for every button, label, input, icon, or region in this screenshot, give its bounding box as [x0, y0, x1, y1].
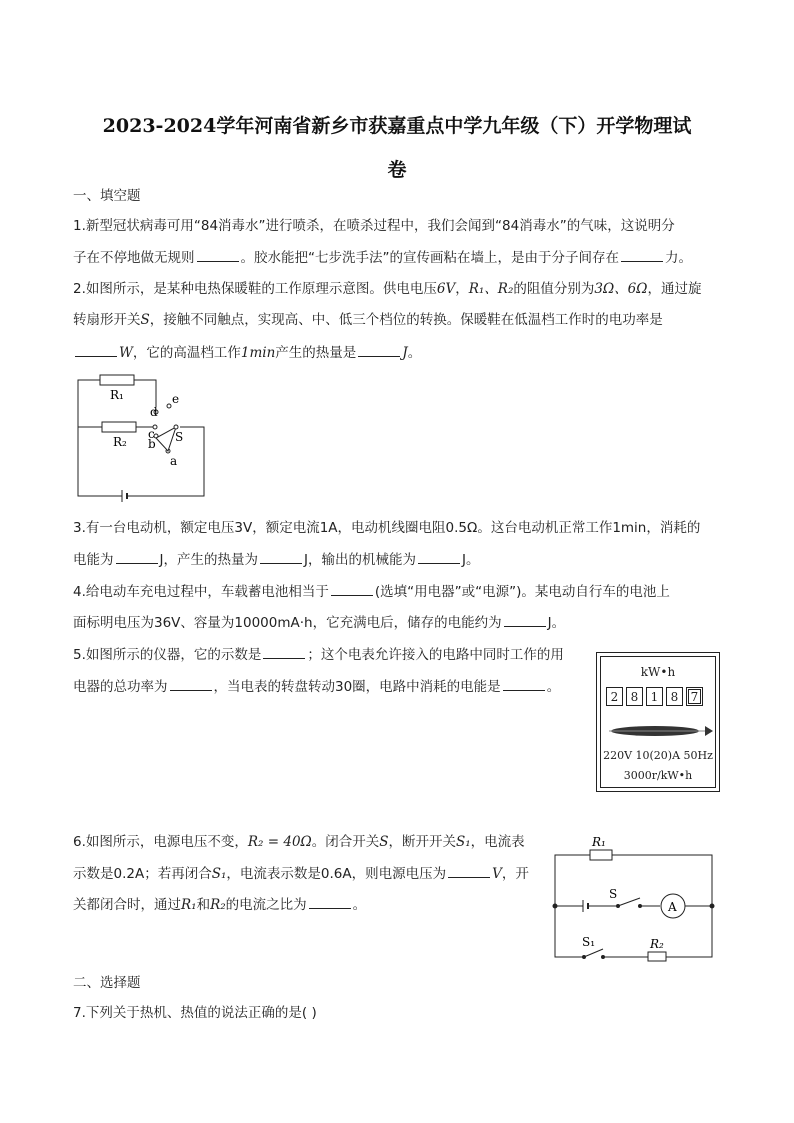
q5-line-1: [73, 644, 564, 665]
q6-blank-2[interactable]: [309, 894, 351, 909]
q6-text: 的电流之比为: [225, 897, 307, 913]
q4-text: (选填“用电器”或“电源”)。某电动自行车的电池上: [374, 584, 670, 600]
q1-line-1: 1.新型冠状病毒可用“84消毒水”进行喷杀，在喷杀过程中，我们会闻到“84消毒水”的气味，这说明分: [73, 218, 675, 234]
meter-spec-rating: 220V 10(20)A 50Hz: [603, 749, 713, 762]
q6-text: ，断开开关: [388, 834, 456, 850]
q4-line-2: [73, 612, 565, 633]
q6-r2: R₂: [210, 897, 226, 913]
q2-circuit-diagram: [70, 370, 215, 502]
q6-text: 6.如图所示，电源电压不变，: [73, 834, 248, 850]
q2-text: 产生的热量是: [275, 345, 357, 361]
q6-switch-s1: S₁: [455, 834, 471, 850]
q1-blank-2[interactable]: [621, 247, 663, 262]
r2-resistor: [102, 422, 136, 432]
q4-text: J。: [547, 615, 566, 631]
label-d: d: [150, 405, 158, 419]
q4-blank-2[interactable]: [504, 612, 546, 627]
q4-line-1: [73, 581, 670, 602]
q2-blank-1[interactable]: [75, 342, 117, 357]
q2-unit-w: W: [119, 345, 133, 361]
q6-blank-1[interactable]: [448, 863, 490, 878]
q6-text: 。: [352, 897, 367, 913]
r1-resistor: [100, 375, 134, 385]
q5-text: ；这个电表允许接入的电路中同时工作的用: [307, 647, 564, 663]
q2-text: ，通过旋: [647, 281, 702, 297]
q2-text: 的阻值分别为: [513, 281, 595, 297]
q6-text: ，开: [501, 866, 529, 882]
q1-text-c: 力。: [665, 250, 692, 266]
label-r2: R₂: [113, 435, 127, 449]
meter-disc-icon: [605, 721, 713, 741]
section-fill-blank-heading: 一、填空题: [73, 188, 141, 204]
q3-blank-2[interactable]: [260, 549, 302, 564]
q4-text: 4.给电动车充电过程中，车载蓄电池相当于: [73, 584, 329, 600]
meter-spec-revolutions: 3000r/kW•h: [623, 769, 693, 782]
q2-text: 。: [407, 345, 422, 361]
label-s: S: [609, 887, 618, 901]
meter-unit: kW•h: [640, 665, 676, 679]
q6-text: 和: [196, 897, 211, 913]
q5-text: 。: [546, 679, 561, 695]
title-line-2: 卷: [387, 159, 407, 181]
title-line-1: 2023-2024学年河南省新乡市获嘉重点中学九年级（下）开学物理试: [102, 115, 692, 137]
q4-text: 面标明电压为36V、容量为10000mA·h，它充满电后，储存的电能约为: [73, 615, 502, 631]
q6-line-3: [73, 894, 366, 915]
meter-digit: 8: [626, 687, 643, 706]
r1-resistor: [590, 850, 612, 860]
q6-text: 。闭合开关: [311, 834, 380, 850]
meter-digit: 2: [606, 687, 623, 706]
q2-text: ，: [455, 281, 469, 297]
q2-text: 2.如图所示，是某种电热保暖鞋的工作原理示意图。供电电压: [73, 281, 437, 297]
meter-digits: [606, 687, 706, 706]
q5-line-2: [73, 676, 560, 697]
energy-meter: [596, 652, 720, 792]
q2-voltage: 6V: [436, 281, 456, 297]
meter-digit: 8: [666, 687, 683, 706]
rotary-switch: [156, 427, 176, 451]
q2-text: ，接触不同触点，实现高、中、低三个档位的转换。保暖鞋在低温档工作时的电功率是: [149, 312, 663, 328]
q6-switch-s1: S₁: [211, 866, 227, 882]
q2-blank-2[interactable]: [358, 342, 400, 357]
q6-switch-s: S: [379, 834, 389, 850]
r2-resistor: [648, 952, 666, 961]
q2-time: 1min: [240, 345, 276, 361]
label-r1: R₁: [110, 388, 124, 402]
q6-line-2: [73, 863, 529, 884]
section-choice-heading: 二、选择题: [73, 975, 141, 991]
q6-line-1: [73, 832, 525, 852]
q2-resistances: 3Ω、6Ω: [594, 281, 648, 297]
q3-blank-1[interactable]: [116, 549, 158, 564]
q5-text: 电器的总功率为: [73, 679, 168, 695]
meter-digit-decimal: 7: [686, 687, 703, 706]
q1-text-a: 子在不停地做无规则: [73, 250, 195, 266]
q3-text: 电能为: [73, 552, 114, 568]
q6-r1: R₁: [181, 897, 197, 913]
q6-text: 关都闭合时，通过: [73, 897, 181, 913]
q1-blank-1[interactable]: [197, 247, 239, 262]
q2-line-3: [73, 342, 421, 363]
q5-blank-2[interactable]: [170, 676, 212, 691]
q3-line-2: [73, 549, 479, 570]
q3-text: J。: [461, 552, 480, 568]
q3-text: J，输出的机械能为: [303, 552, 416, 568]
q3-blank-3[interactable]: [418, 549, 460, 564]
q1-line-2: [73, 247, 692, 268]
label-s: S: [175, 430, 184, 444]
q5-text: 5.如图所示的仪器，它的示数是: [73, 647, 262, 663]
q6-text: ，电流表: [470, 834, 525, 850]
q3-text: J，产生的热量为: [159, 552, 258, 568]
q6-text: 示数是0.2A；若再闭合: [73, 866, 212, 882]
label-c: c: [148, 427, 155, 441]
q6-text: ，电流表示数是0.6A，则电源电压为: [226, 866, 447, 882]
q5-text: ，当电表的转盘转动30圈，电路中消耗的电能是: [213, 679, 501, 695]
q2-text: ，它的高温档工作: [132, 345, 241, 361]
q7-line-1: 7.下列关于热机、热值的说法正确的是( ): [73, 1005, 317, 1021]
label-ammeter: A: [668, 900, 677, 914]
q1-text-b: 。胶水能把“七步洗手法”的宣传画粘在墙上，是由于分子间存在: [240, 250, 619, 266]
q2-unit-j: J: [402, 345, 408, 361]
label-a: a: [170, 454, 178, 468]
q2-line-1: [73, 279, 701, 299]
q2-switch: S: [140, 312, 150, 328]
q3-line-1: 3.有一台电动机，额定电压3V，额定电流1A，电动机线圈电阻0.5Ω。这台电动机正常工作1min，消耗的: [73, 520, 701, 536]
q6-unit-v: V: [492, 866, 502, 882]
switch-s: [618, 898, 640, 906]
q5-blank-1[interactable]: [263, 644, 305, 659]
q6-r2-value: R₂ = 40Ω: [247, 834, 312, 850]
label-s1: S₁: [582, 935, 596, 949]
label-b: b: [148, 437, 156, 451]
label-r1: R₁: [592, 835, 606, 849]
label-e: e: [172, 392, 180, 406]
q6-circuit-diagram: [548, 832, 720, 962]
q2-line-2: [73, 310, 663, 330]
q4-blank-1[interactable]: [331, 581, 373, 596]
meter-digit: 1: [646, 687, 663, 706]
q5-blank-3[interactable]: [503, 676, 545, 691]
q2-text: 转扇形开关: [73, 312, 141, 328]
label-r2: R₂: [650, 937, 664, 951]
q2-resistors: R₁、R₂: [468, 281, 514, 297]
page-title: [60, 104, 734, 192]
switch-s1: [584, 949, 603, 957]
